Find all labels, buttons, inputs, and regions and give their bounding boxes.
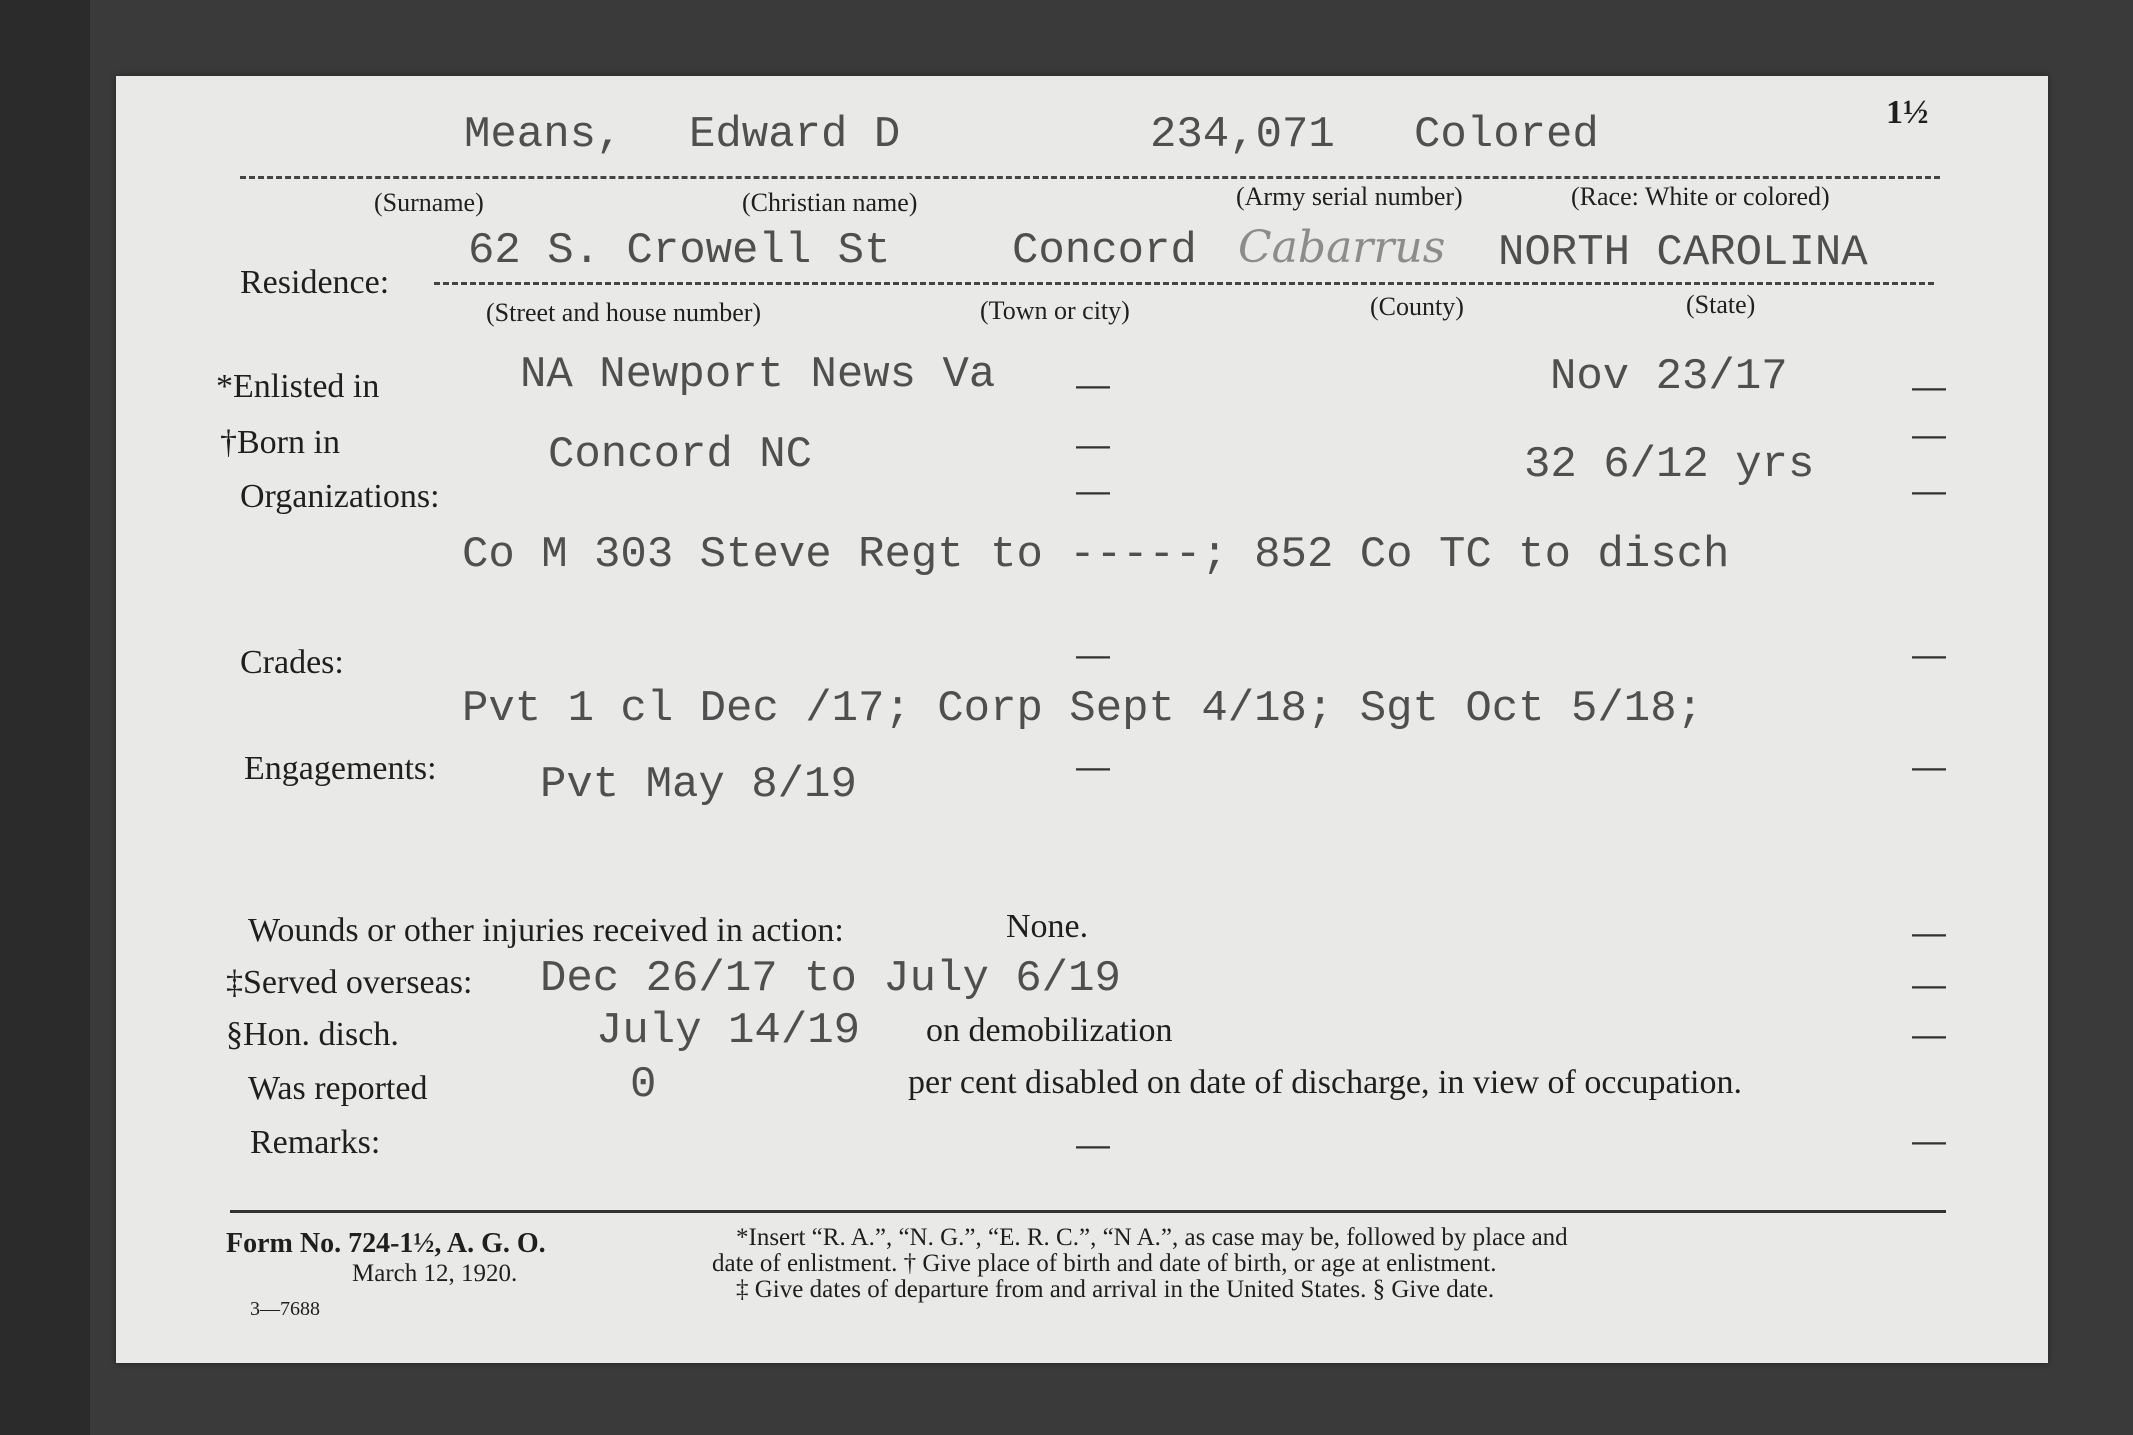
surname-value: Means, xyxy=(464,110,623,160)
form-date: March 12, 1920. xyxy=(352,1260,518,1287)
county-caption: (County) xyxy=(1370,292,1464,321)
born-age-value: 32 6/12 yrs xyxy=(1524,440,1815,490)
grades-value: Pvt 1 cl Dec /17; Corp Sept 4/18; Sgt Oct 5/18; xyxy=(462,684,1704,734)
county-value: Cabarrus xyxy=(1238,222,1446,273)
overseas-end-dash: — xyxy=(1912,966,1946,1004)
reported-text: per cent disabled on date of discharge, in view of occupation. xyxy=(908,1064,1742,1101)
street-value: 62 S. Crowell St xyxy=(468,226,891,276)
remarks-end-dash: — xyxy=(1912,1122,1946,1160)
enlisted-label: *Enlisted in xyxy=(216,368,380,405)
state-caption: (State) xyxy=(1686,290,1756,319)
town-caption: (Town or city) xyxy=(980,296,1130,325)
race-caption: (Race: White or colored) xyxy=(1571,182,1830,211)
wounds-label: Wounds or other injuries received in action: xyxy=(248,912,844,949)
born-mid-dash: — xyxy=(1076,426,1110,464)
organizations-label: Organizations: xyxy=(240,478,440,515)
engagements-mid-dash: — xyxy=(1076,748,1110,786)
born-label: †Born in xyxy=(220,424,340,461)
christian-name-caption: (Christian name) xyxy=(742,188,918,217)
name-rule xyxy=(240,176,1940,179)
form-number: Form No. 724-1½, A. G. O. xyxy=(226,1228,546,1259)
engagements-end-dash: — xyxy=(1912,748,1946,786)
organizations-value: Co M 303 Steve Regt to -----; 852 Co TC to disch xyxy=(462,530,1730,580)
overseas-label: ‡Served overseas: xyxy=(226,964,473,1001)
service-record-card xyxy=(116,76,2048,1363)
discharge-end-dash: — xyxy=(1912,1016,1946,1054)
organizations-mid-dash: — xyxy=(1076,472,1110,510)
reported-value: 0 xyxy=(630,1060,657,1110)
wounds-value: None. xyxy=(1006,908,1089,945)
remarks-mid-dash: — xyxy=(1076,1126,1110,1164)
organizations-end-dash: — xyxy=(1912,472,1946,510)
remarks-label: Remarks: xyxy=(250,1124,381,1161)
christian-name-value: Edward D xyxy=(689,110,901,160)
grades-mid-dash: — xyxy=(1076,636,1110,674)
engagements-value: Pvt May 8/19 xyxy=(540,760,857,810)
enlisted-date-value: Nov 23/17 xyxy=(1550,352,1788,402)
enlisted-end-dash: — xyxy=(1912,368,1946,406)
born-place-value: Concord NC xyxy=(548,430,813,480)
state-value: NORTH CAROLINA xyxy=(1498,228,1868,278)
residence-label: Residence: xyxy=(240,264,390,301)
race-value: Colored xyxy=(1414,110,1599,160)
street-caption: (Street and house number) xyxy=(486,298,762,327)
engagements-label: Engagements: xyxy=(244,750,437,787)
residence-rule xyxy=(434,282,1934,285)
serial-number-value: 234,071 xyxy=(1150,110,1335,160)
overseas-value: Dec 26/17 to July 6/19 xyxy=(540,954,1121,1004)
born-end-dash: — xyxy=(1912,416,1946,454)
footnote-3: ‡ Give dates of departure from and arrival in the United States. § Give date. xyxy=(736,1276,1495,1303)
reported-label: Was reported xyxy=(248,1070,428,1107)
serial-caption: (Army serial number) xyxy=(1236,182,1463,211)
wounds-end-dash: — xyxy=(1912,914,1946,952)
discharge-date-value: July 14/19 xyxy=(596,1006,861,1056)
page-mark: 1½ xyxy=(1886,94,1929,131)
enlisted-place-value: NA Newport News Va xyxy=(520,350,996,400)
form-code: 3—7688 xyxy=(250,1298,320,1320)
surname-caption: (Surname) xyxy=(374,188,484,217)
scanner-frame xyxy=(0,0,90,1435)
discharge-reason: on demobilization xyxy=(926,1012,1173,1049)
footer-rule xyxy=(230,1210,1946,1213)
enlisted-mid-dash: — xyxy=(1076,366,1110,404)
grades-label: Crades: xyxy=(240,644,344,681)
footnote-2: date of enlistment. † Give place of birth and date of birth, or age at enlistment. xyxy=(712,1250,1497,1277)
town-value: Concord xyxy=(1012,226,1197,276)
discharge-label: §Hon. disch. xyxy=(226,1016,399,1053)
footnote-1: *Insert “R. A.”, “N. G.”, “E. R. C.”, “N A.”, as case may be, followed by place and xyxy=(736,1224,1568,1251)
grades-end-dash: — xyxy=(1912,636,1946,674)
